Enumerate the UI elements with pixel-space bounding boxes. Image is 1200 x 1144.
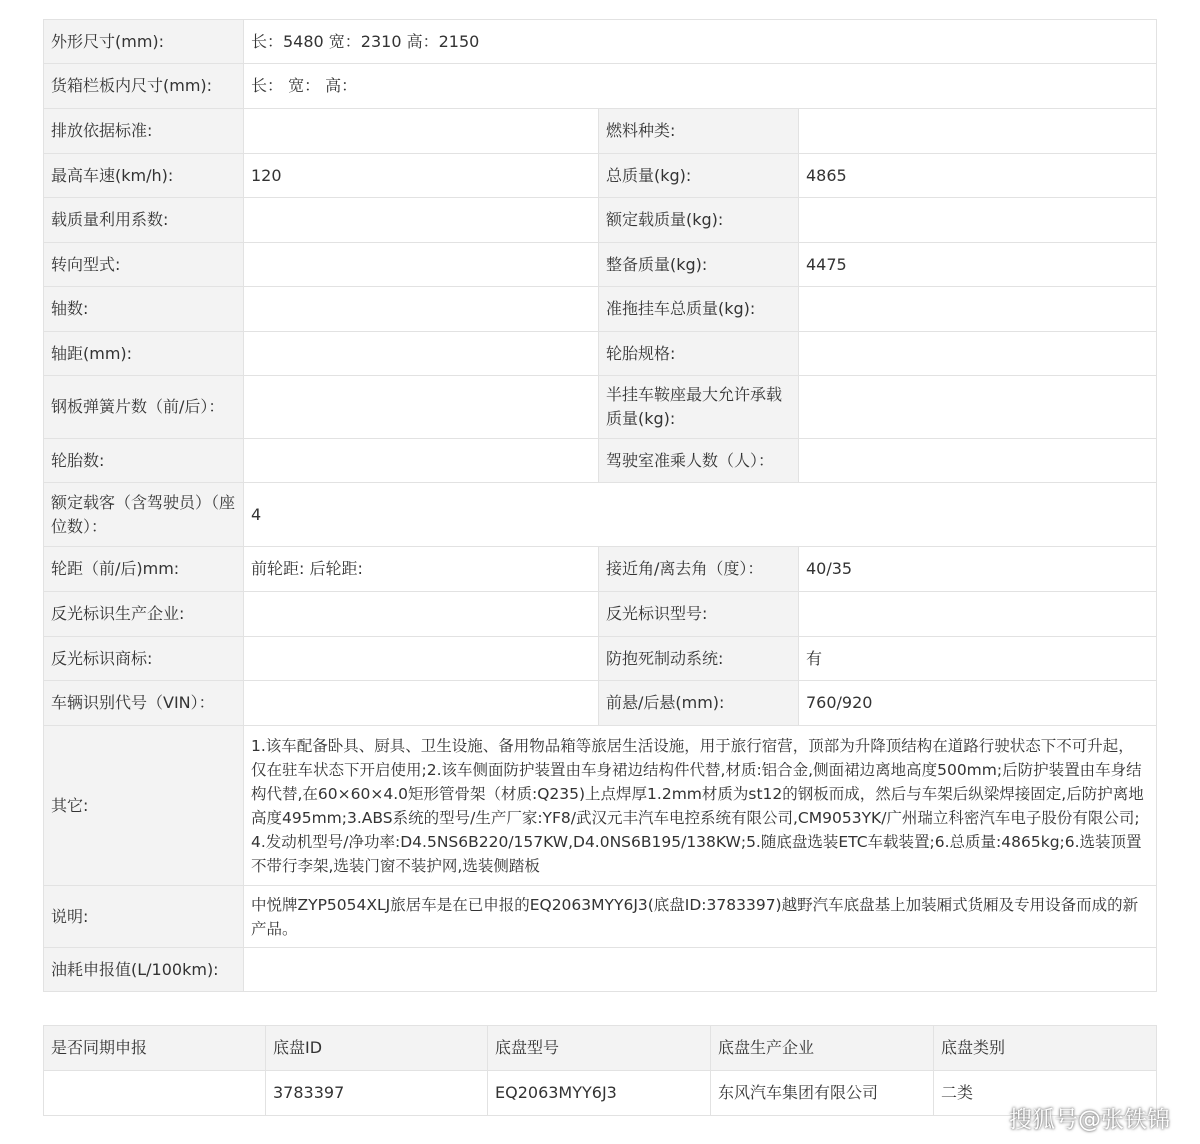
label-seats: 额定载客（含驾驶员）（座位数）： [44, 483, 244, 547]
chassis-header-row [44, 1026, 1157, 1071]
spec-value [244, 592, 599, 637]
spec-label: 轮距（前/后)mm: [44, 547, 244, 592]
spec-label: 轴距(mm): [44, 332, 244, 376]
header-concurrent-declaration: 是否同期申报 [44, 1026, 266, 1071]
spec-label: 轮胎规格: [599, 332, 799, 376]
spec-label: 反光标识生产企业: [44, 592, 244, 637]
value-description: 中悦牌ZYP5054XLJ旅居车是在已申报的EQ2063MYY6J3(底盘ID:3783397)越野汽车底盘基上加装厢式货厢及专用设备而成的新产品。 [244, 886, 1157, 948]
spec-value [244, 439, 599, 483]
label-other: 其它: [44, 726, 244, 886]
spec-label: 准拖挂车总质量(kg): [599, 287, 799, 332]
spec-label: 整备质量(kg): [599, 243, 799, 287]
label-dimensions: 外形尺寸(mm): [44, 20, 244, 64]
spec-label: 额定载质量(kg): [599, 198, 799, 243]
spec-label: 排放依据标准: [44, 109, 244, 154]
spec-row [44, 198, 1157, 243]
cell-chassis-category: 二类 [934, 1071, 1157, 1116]
spec-row [44, 287, 1157, 332]
cell-chassis-manufacturer: 东风汽车集团有限公司 [711, 1071, 934, 1116]
spec-label: 防抱死制动系统: [599, 637, 799, 681]
value-dimensions: 长：5480 宽：2310 高：2150 [244, 20, 1157, 64]
spec-value [244, 109, 599, 154]
spec-row [44, 439, 1157, 483]
spec-row [44, 243, 1157, 287]
header-chassis-category: 底盘类别 [934, 1026, 1157, 1071]
spec-label: 最高车速(km/h): [44, 154, 244, 198]
spec-value: 有 [799, 637, 1157, 681]
spec-value [244, 332, 599, 376]
spec-value: 120 [244, 154, 599, 198]
spec-value: 前轮距: 后轮距: [244, 547, 599, 592]
spec-row-description [44, 886, 1157, 948]
spec-label: 轴数: [44, 287, 244, 332]
spec-row [44, 332, 1157, 376]
spec-value [244, 637, 599, 681]
spec-value [799, 376, 1157, 439]
spec-row-cargo-dimensions [44, 64, 1157, 109]
spec-label: 车辆识别代号（VIN）： [44, 681, 244, 726]
spec-row-dimensions [44, 20, 1157, 64]
watermark: 搜狐号@张铁锦 [1009, 1107, 1170, 1133]
spec-row-fuel [44, 948, 1157, 992]
spec-label: 前悬/后悬(mm): [599, 681, 799, 726]
spec-row [44, 154, 1157, 198]
spec-row [44, 592, 1157, 637]
spec-value [244, 681, 599, 726]
spec-value [244, 198, 599, 243]
label-fuel-consumption: 油耗申报值(L/100km): [44, 948, 244, 992]
spec-value: 4475 [799, 243, 1157, 287]
cell-chassis-id: 3783397 [266, 1071, 488, 1116]
spec-label: 反光标识商标: [44, 637, 244, 681]
spec-row [44, 376, 1157, 439]
spec-label: 燃料种类: [599, 109, 799, 154]
spec-value: 760/920 [799, 681, 1157, 726]
table-row [44, 1071, 1157, 1116]
header-chassis-id: 底盘ID [266, 1026, 488, 1071]
spec-value [244, 287, 599, 332]
spec-value [799, 592, 1157, 637]
spec-label: 驾驶室准乘人数（人）： [599, 439, 799, 483]
value-fuel-consumption [244, 948, 1157, 992]
spec-label: 转向型式: [44, 243, 244, 287]
spec-row-other [44, 726, 1157, 886]
spec-row [44, 637, 1157, 681]
value-cargo-dimensions: 长： 宽： 高： [244, 64, 1157, 109]
spec-row [44, 547, 1157, 592]
value-seats: 4 [244, 483, 1157, 547]
cell-chassis-model: EQ2063MYY6J3 [488, 1071, 711, 1116]
spec-value [799, 439, 1157, 483]
spec-row [44, 681, 1157, 726]
chassis-table [43, 1025, 1157, 1116]
spec-row-seats [44, 483, 1157, 547]
spec-label: 总质量(kg): [599, 154, 799, 198]
header-chassis-manufacturer: 底盘生产企业 [711, 1026, 934, 1071]
spec-label: 轮胎数: [44, 439, 244, 483]
label-description: 说明: [44, 886, 244, 948]
spec-value [244, 376, 599, 439]
spec-label: 钢板弹簧片数（前/后）： [44, 376, 244, 439]
spec-label: 反光标识型号: [599, 592, 799, 637]
spec-row [44, 109, 1157, 154]
cell-concurrent-declaration [44, 1071, 266, 1116]
spec-value [799, 287, 1157, 332]
spec-value: 40/35 [799, 547, 1157, 592]
vehicle-spec-table [43, 19, 1157, 992]
spec-value [799, 109, 1157, 154]
header-chassis-model: 底盘型号 [488, 1026, 711, 1071]
spec-value [799, 332, 1157, 376]
spec-label: 半挂车鞍座最大允许承载质量(kg): [599, 376, 799, 439]
spec-value [799, 198, 1157, 243]
spec-label: 载质量利用系数: [44, 198, 244, 243]
spec-value [244, 243, 599, 287]
label-cargo-dimensions: 货箱栏板内尺寸(mm): [44, 64, 244, 109]
spec-label: 接近角/离去角（度）： [599, 547, 799, 592]
value-other: 1.该车配备卧具、厨具、卫生设施、备用物品箱等旅居生活设施，用于旅行宿营，顶部为升降顶结构在道路行驶状态下不可升起，仅在驻车状态下开启使用;2.该车侧面防护装置由车身裙边结构件代替,材质:铝合金,侧面裙边离地高度500mm;后防护装置由车身结构代替,在60×60×4.0矩形管骨架（材质:Q235)上点焊厚1.2mm材质为st12的钢板而成，然后与车架后纵梁焊接固定,后防护离地高度495mm;3.ABS系统的型号/生产厂家:YF8/武汉元丰汽车电控系统有限公司,CM9053YK/广州瑞立科密汽车电子股份有限公司;4.发动机型号/净功率:D4.5NS6B220/157KW,D4.0NS6B195/138KW;5.随底盘选装ETC车载装置;6.总质量:4865kg;6.选装顶置不带行李架,选装门窗不装护网,选装侧踏板 [244, 726, 1157, 886]
spec-value: 4865 [799, 154, 1157, 198]
